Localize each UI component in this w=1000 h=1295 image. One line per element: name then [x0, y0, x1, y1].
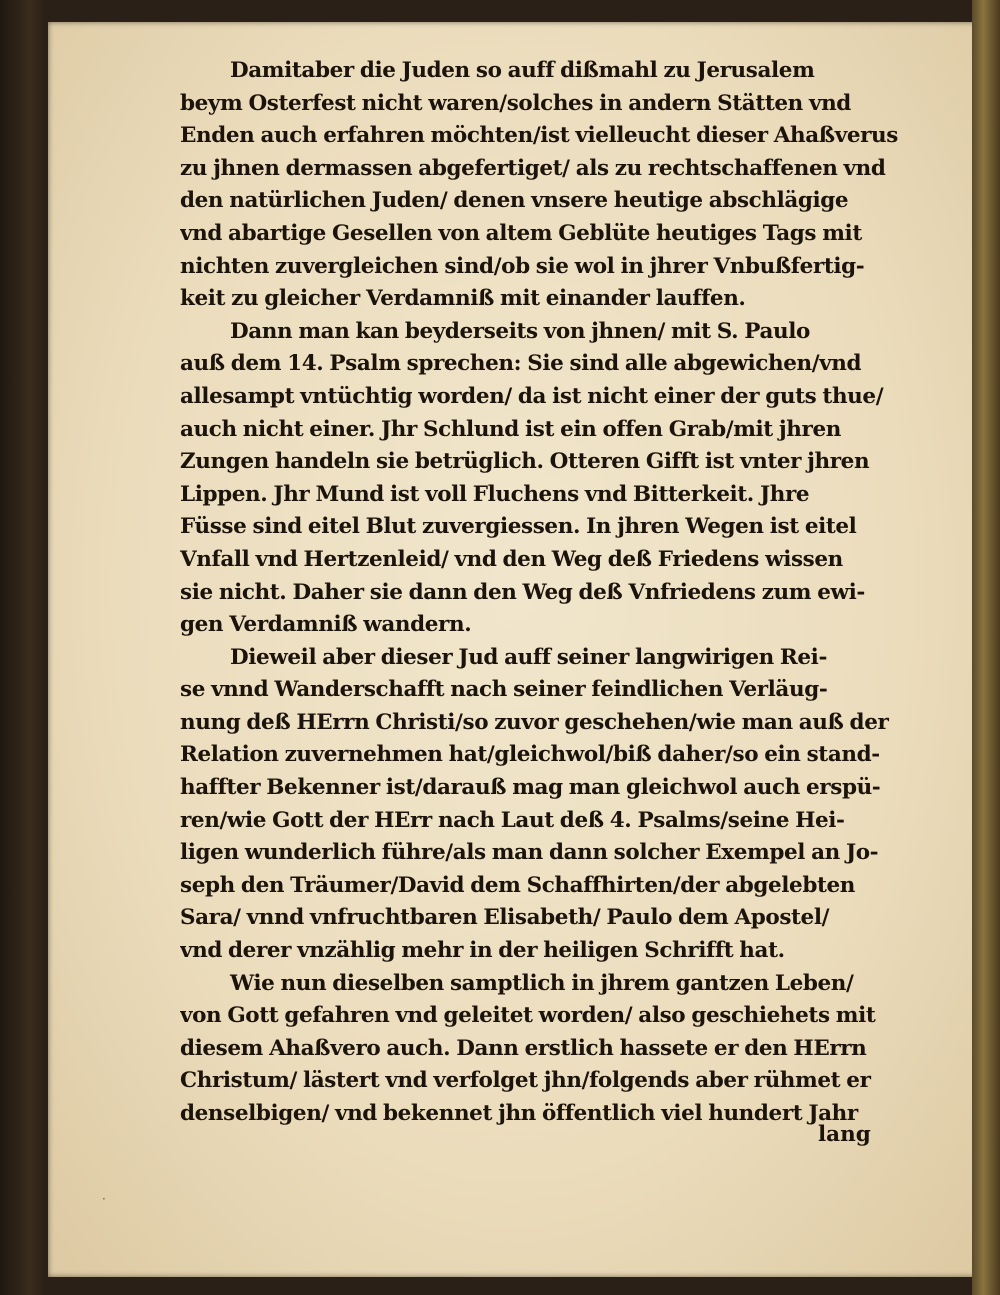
text-line: den natürlichen Juden/ denen vnsere heutige abschlägige	[180, 188, 849, 214]
catchword: lang	[818, 1122, 871, 1147]
text-line: Wie nun dieselben samptlich in jhrem gantzen Leben/	[230, 970, 854, 996]
text-line: Vnfall vnd Hertzenleid/ vnd den Weg deß Friedens wissen	[180, 546, 843, 572]
text-line: gen Verdamniß wandern.	[180, 612, 472, 638]
text-line: haffter Bekenner ist/darauß mag man gleichwol auch erspü-	[180, 775, 881, 801]
text-line: ligen wunderlich führe/als man dann solcher Exempel an Jo-	[180, 840, 879, 866]
text-line: von Gott gefahren vnd geleitet worden/ also geschiehets mit	[180, 1003, 876, 1029]
text-line: se vnnd Wanderschafft nach seiner feindlichen Verläug-	[180, 677, 828, 703]
text-line: Dann man kan beyderseits von jhnen/ mit S. Paulo	[230, 318, 810, 344]
text-line: diesem Ahaßvero auch. Dann erstlich hassete er den HErrn	[180, 1035, 867, 1061]
text-line: vnd derer vnzählig mehr in der heiligen Schrifft hat.	[180, 938, 785, 964]
text-line: Christum/ lästert vnd verfolget jhn/folgends aber rühmet er	[180, 1068, 871, 1094]
text-line: seph den Träumer/David dem Schaffhirten/der abgelebten	[180, 872, 856, 898]
text-line: Füsse sind eitel Blut zuvergiessen. In jhren Wegen ist eitel	[180, 514, 857, 540]
text-line: denselbigen/ vnd bekennet jhn öffentlich viel hundert Jahr	[180, 1101, 858, 1126]
text-line: nung deß HErrn Christi/so zuvor geschehen/wie man auß der	[180, 709, 889, 735]
text-line: Dieweil aber dieser Jud auff seiner langwirigen Rei-	[230, 644, 827, 670]
text-line: Lippen. Jhr Mund ist voll Fluchens vnd Bitterkeit. Jhre	[180, 481, 810, 507]
paper-speck-mark: ·	[102, 1192, 106, 1206]
text-line: beym Osterfest nicht waren/solches in andern Stätten vnd	[180, 90, 851, 116]
text-line: ren/wie Gott der HErr nach Laut deß 4. Psalms/seine Hei-	[180, 807, 845, 833]
text-line: Zungen handeln sie betrüglich. Otteren Gifft ist vnter jhren	[180, 449, 870, 475]
text-line: allesampt vntüchtig worden/ da ist nicht einer der guts thue/	[180, 383, 884, 409]
text-line: nichten zuvergleichen sind/ob sie wol in jhrer Vnbußfertig-	[180, 253, 865, 279]
text-line: Enden auch erfahren möchten/ist vielleucht dieser Ahaßverus	[180, 123, 898, 149]
text-line: Sara/ vnnd vnfruchtbaren Elisabeth/ Paulo dem Apostel/	[180, 905, 830, 931]
text-line: Damitaber die Juden so auff dißmahl zu Jerusalem	[230, 58, 815, 83]
text-line: sie nicht. Daher sie dann den Weg deß Vnfriedens zum ewi-	[180, 579, 865, 605]
page-text	[180, 55, 900, 1131]
text-line: vnd abartige Gesellen von altem Geblüte heutiges Tags mit	[180, 220, 862, 246]
book-spine-edge	[972, 0, 1000, 1295]
text-line: Relation zuvernehmen hat/gleichwol/biß daher/so ein stand-	[180, 742, 880, 768]
text-line: keit zu gleicher Verdamniß mit einander lauffen.	[180, 286, 746, 312]
text-line: zu jhnen dermassen abgefertiget/ als zu rechtschaffenen vnd	[180, 155, 886, 181]
text-line: auß dem 14. Psalm sprechen: Sie sind alle abgewichen/vnd	[180, 351, 862, 377]
text-line: auch nicht einer. Jhr Schlund ist ein offen Grab/mit jhren	[180, 416, 841, 442]
